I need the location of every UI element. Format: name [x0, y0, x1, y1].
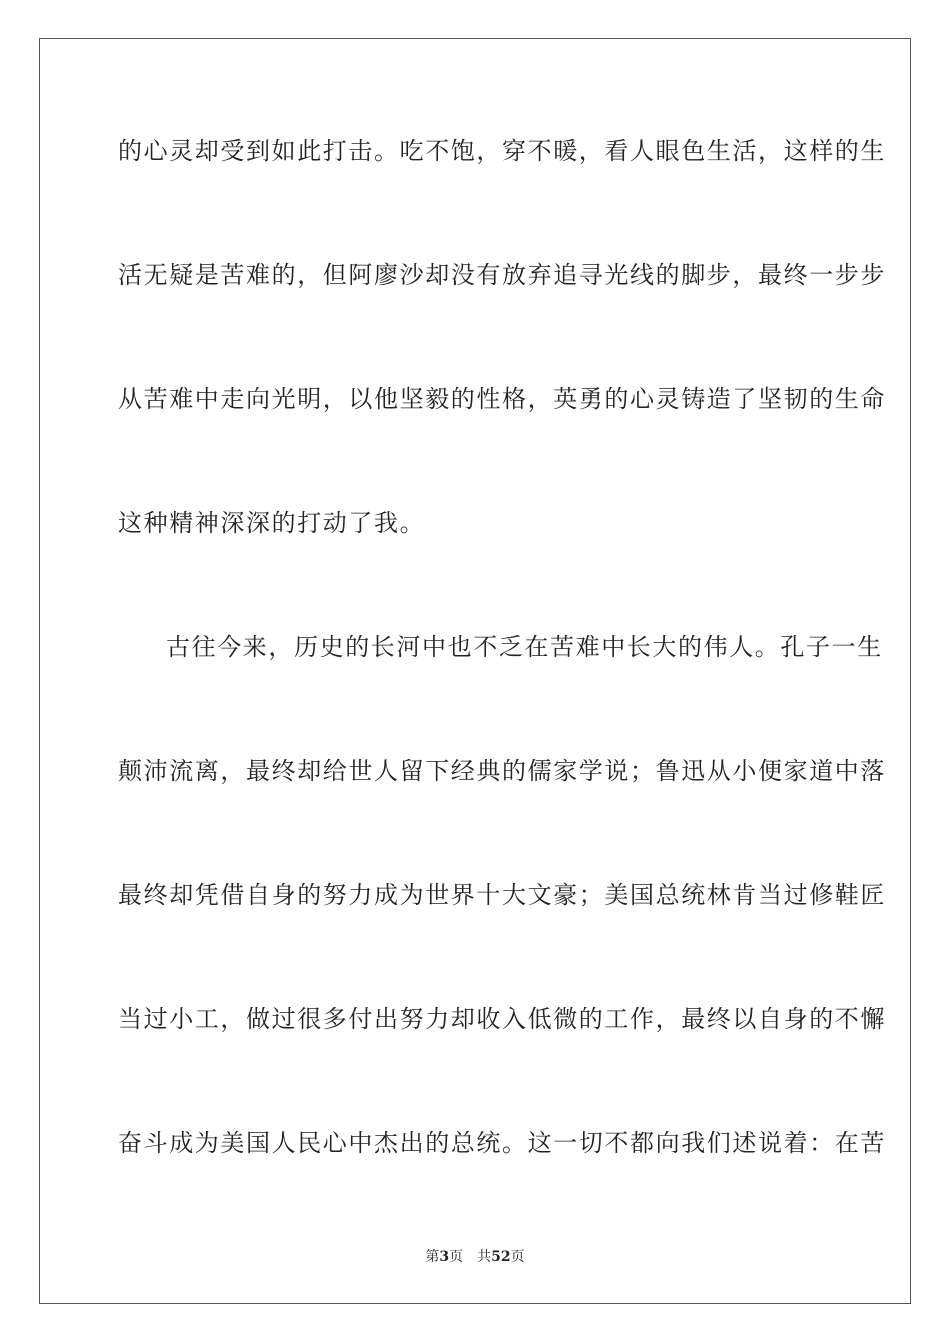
text-line: 颠沛流离，最终却给世人留下经典的儒家学说；鲁迅从小便家道中落 — [118, 757, 886, 785]
total-suffix: 页 — [510, 1249, 525, 1265]
paragraph-first-line: 古往今来，历史的长河中也不乏在苦难中长大的伟人。孔子一生 — [166, 633, 883, 661]
text-line: 的心灵却受到如此打击。吃不饱，穿不暖，看人眼色生活，这样的生 — [118, 137, 886, 165]
text-line: 当过小工，做过很多付出努力却收入低微的工作，最终以自身的不懈 — [118, 1005, 886, 1033]
text-line: 从苦难中走向光明，以他坚毅的性格，英勇的心灵铸造了坚韧的生命 — [118, 385, 886, 413]
text-line: 这种精神深深的打动了我。 — [118, 509, 426, 537]
page-number: 3 — [439, 1249, 450, 1265]
text-line: 活无疑是苦难的，但阿廖沙却没有放弃追寻光线的脚步，最终一步步 — [118, 261, 886, 289]
total-pages: 52 — [491, 1249, 511, 1265]
text-line: 奋斗成为美国人民心中杰出的总统。这一切不都向我们述说着：在苦 — [118, 1129, 886, 1157]
total-prefix: 共 — [477, 1249, 492, 1265]
page-footer — [0, 1248, 950, 1266]
text-line: 最终却凭借自身的努力成为世界十大文豪；美国总统林肯当过修鞋匠 — [118, 881, 886, 909]
page-prefix: 第 — [425, 1249, 440, 1265]
page-suffix: 页 — [449, 1249, 464, 1265]
page-border — [39, 38, 911, 1304]
